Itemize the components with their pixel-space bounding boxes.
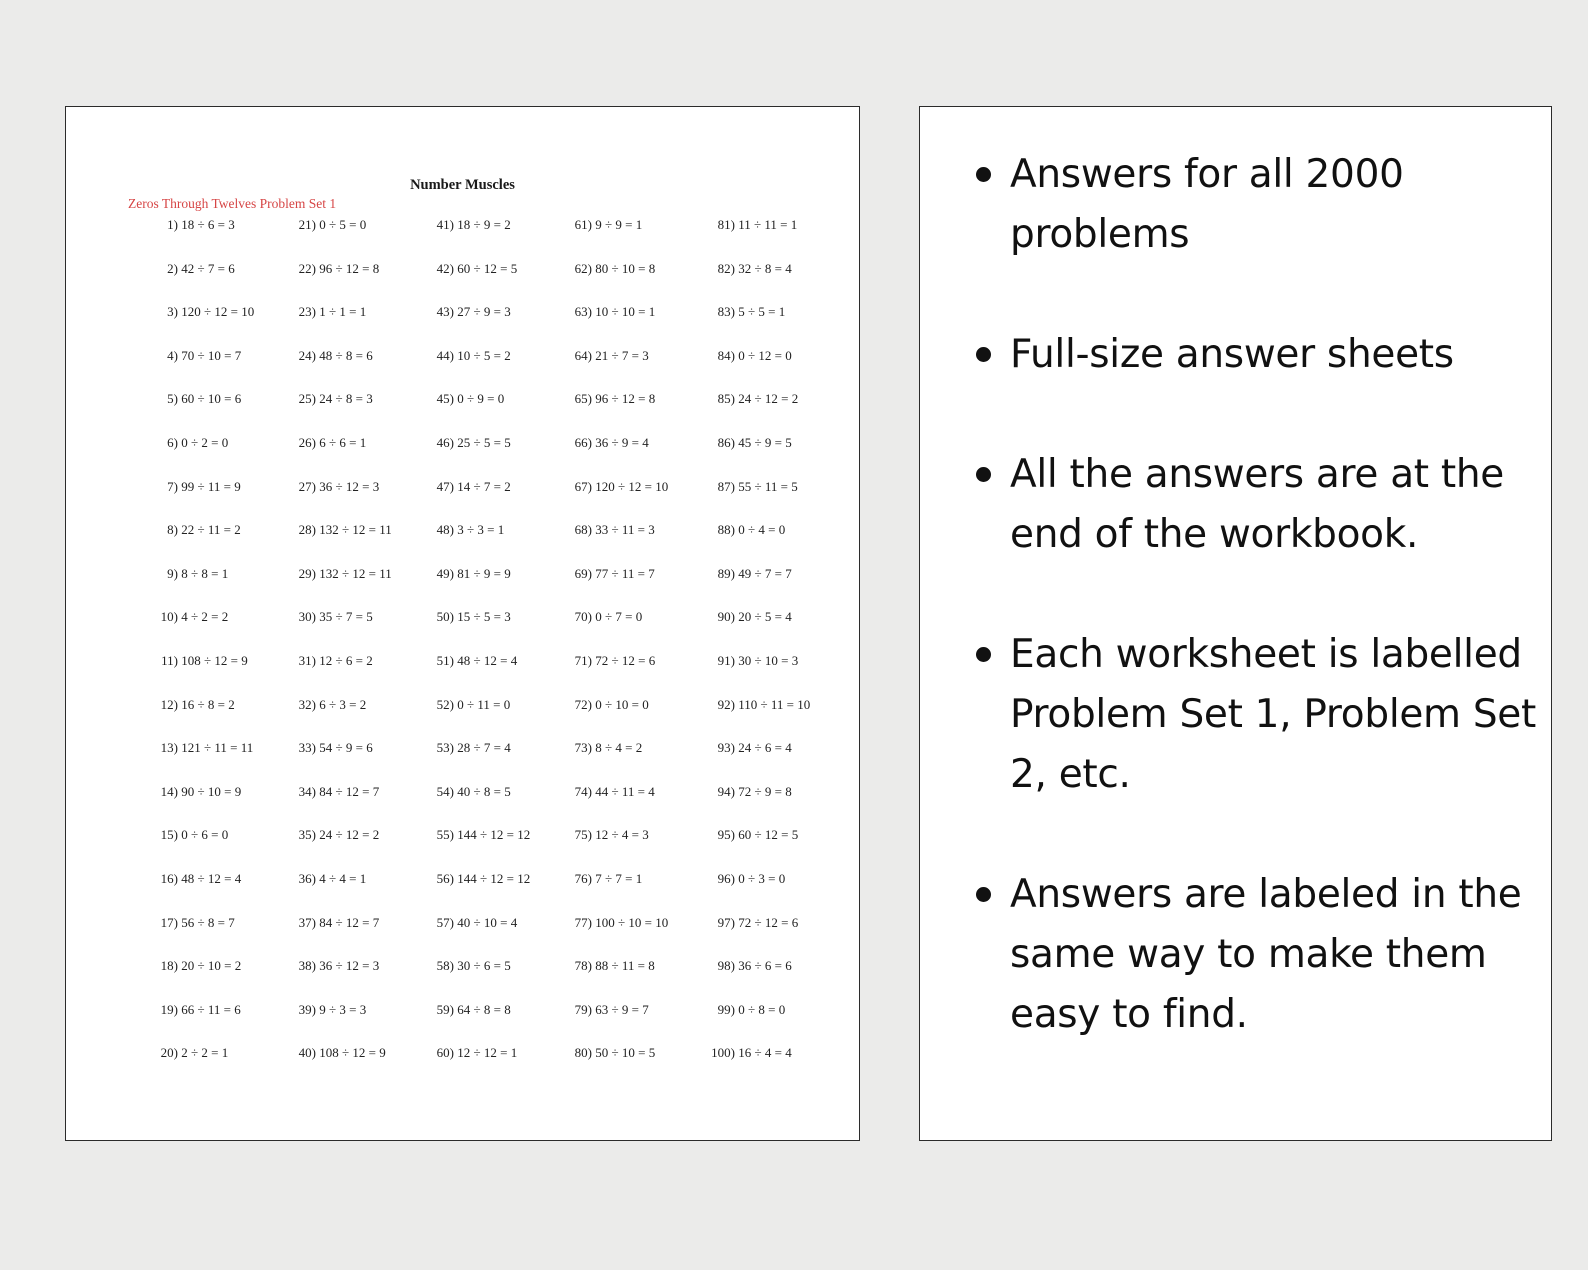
problem-item: 20) 2 ÷ 2 = 1: [160, 1045, 229, 1061]
problem-item: 55) 144 ÷ 12 = 12: [436, 827, 531, 843]
problem-item: 47) 14 ÷ 7 = 2: [436, 478, 511, 494]
problem-item: 70) 0 ÷ 7 = 0: [574, 609, 643, 625]
problem-grid: [66, 217, 859, 1067]
problem-item: 8) 22 ÷ 11 = 2: [167, 522, 241, 538]
problem-item: 71) 72 ÷ 12 = 6: [574, 653, 656, 668]
problem-item: 80) 50 ÷ 10 = 5: [574, 1045, 656, 1061]
problem-item: 97) 72 ÷ 12 = 6: [717, 914, 799, 930]
bullet-icon: [976, 467, 991, 482]
problem-item: 32) 6 ÷ 3 = 2: [298, 696, 367, 712]
problem-item: 67) 120 ÷ 12 = 10: [574, 478, 669, 494]
problem-item: 91) 30 ÷ 10 = 3: [717, 653, 799, 668]
problem-item: 11) 108 ÷ 12 = 9: [161, 653, 248, 668]
problem-item: 52) 0 ÷ 11 = 0: [436, 696, 511, 712]
problem-item: 69) 77 ÷ 11 = 7: [574, 565, 655, 581]
problem-item: 22) 96 ÷ 12 = 8: [298, 260, 380, 276]
problem-item: 4) 70 ÷ 10 = 7: [167, 347, 242, 363]
worksheet-subtitle: Zeros Through Twelves Problem Set 1: [128, 196, 337, 211]
problem-item: 99) 0 ÷ 8 = 0: [717, 1001, 786, 1017]
problem-item: 86) 45 ÷ 9 = 5: [717, 435, 792, 450]
problem-item: 82) 32 ÷ 8 = 4: [717, 260, 792, 276]
problem-item: 92) 110 ÷ 11 = 10: [717, 696, 811, 712]
problem-item: 65) 96 ÷ 12 = 8: [574, 391, 656, 407]
problem-item: 49) 81 ÷ 9 = 9: [436, 565, 511, 581]
problem-item: 87) 55 ÷ 11 = 5: [717, 478, 798, 494]
problem-item: 15) 0 ÷ 6 = 0: [160, 827, 229, 843]
problem-item: 7) 99 ÷ 11 = 9: [167, 478, 241, 494]
problem-item: 1) 18 ÷ 6 = 3: [167, 217, 235, 232]
problem-item: 76) 7 ÷ 7 = 1: [574, 871, 643, 886]
bullet-icon: [976, 167, 991, 182]
feature-text: Each worksheet is labelled Problem Set 1, Problem Set 2, etc.: [1010, 632, 1536, 797]
problem-item: 83) 5 ÷ 5 = 1: [717, 304, 786, 320]
problem-item: 33) 54 ÷ 9 = 6: [298, 740, 373, 756]
problem-item: 64) 21 ÷ 7 = 3: [574, 347, 649, 363]
problem-item: 17) 56 ÷ 8 = 7: [160, 914, 235, 930]
problem-item: 66) 36 ÷ 9 = 4: [574, 435, 649, 450]
bullet-icon: [976, 887, 991, 902]
bullet-icon: [976, 647, 991, 662]
problem-item: 25) 24 ÷ 8 = 3: [298, 391, 373, 407]
feature-item: [972, 325, 1541, 385]
problem-item: 13) 121 ÷ 11 = 11: [160, 740, 254, 756]
problem-item: 28) 132 ÷ 12 = 11: [298, 522, 392, 538]
feature-text: All the answers are at the end of the workbook.: [1010, 452, 1504, 557]
feature-item: [972, 145, 1541, 265]
problem-item: 16) 48 ÷ 12 = 4: [160, 871, 242, 886]
problem-item: 42) 60 ÷ 12 = 5: [436, 260, 518, 276]
feature-text: Answers for all 2000 problems: [1010, 152, 1404, 257]
problem-item: 31) 12 ÷ 6 = 2: [298, 653, 373, 668]
problem-item: 36) 4 ÷ 4 = 1: [298, 871, 367, 886]
problem-item: 77) 100 ÷ 10 = 10: [574, 914, 669, 930]
problem-item: 21) 0 ÷ 5 = 0: [298, 217, 367, 232]
worksheet-title: Number Muscles: [410, 177, 515, 193]
feature-list: [972, 145, 1541, 1045]
problem-item: 40) 108 ÷ 12 = 9: [298, 1045, 386, 1061]
problem-item: 68) 33 ÷ 11 = 3: [574, 522, 655, 538]
problem-item: 19) 66 ÷ 11 = 6: [160, 1001, 241, 1017]
problem-item: 89) 49 ÷ 7 = 7: [717, 565, 792, 581]
problem-item: 39) 9 ÷ 3 = 3: [298, 1001, 367, 1017]
problem-item: 18) 20 ÷ 10 = 2: [160, 958, 242, 974]
problem-item: 23) 1 ÷ 1 = 1: [298, 304, 367, 320]
problem-item: 29) 132 ÷ 12 = 11: [298, 565, 392, 581]
problem-item: 88) 0 ÷ 4 = 0: [717, 522, 786, 538]
problem-item: 100) 16 ÷ 4 = 4: [711, 1045, 792, 1061]
problem-item: 62) 80 ÷ 10 = 8: [574, 260, 656, 276]
feature-text: Full-size answer sheets: [1010, 332, 1454, 377]
problem-item: 84) 0 ÷ 12 = 0: [717, 347, 792, 363]
feature-text: Answers are labeled in the same way to make them easy to find.: [1010, 872, 1522, 1037]
problem-item: 50) 15 ÷ 5 = 3: [436, 609, 511, 625]
problem-item: 2) 42 ÷ 7 = 6: [167, 260, 235, 276]
problem-item: 59) 64 ÷ 8 = 8: [436, 1001, 511, 1017]
problem-item: 94) 72 ÷ 9 = 8: [717, 783, 792, 799]
problem-item: 98) 36 ÷ 6 = 6: [717, 958, 792, 974]
problem-item: 61) 9 ÷ 9 = 1: [574, 217, 643, 232]
feature-item: [972, 865, 1541, 1045]
problem-item: 37) 84 ÷ 12 = 7: [298, 914, 380, 930]
problem-item: 5) 60 ÷ 10 = 6: [167, 391, 242, 407]
problem-item: 12) 16 ÷ 8 = 2: [160, 696, 235, 712]
problem-item: 6) 0 ÷ 2 = 0: [167, 435, 229, 450]
problem-item: 57) 40 ÷ 10 = 4: [436, 914, 518, 930]
worksheet-preview: [65, 106, 860, 1141]
feature-item: [972, 445, 1541, 565]
problem-item: 46) 25 ÷ 5 = 5: [436, 435, 511, 450]
problem-item: 9) 8 ÷ 8 = 1: [167, 565, 229, 581]
problem-item: 63) 10 ÷ 10 = 1: [574, 304, 656, 320]
problem-item: 81) 11 ÷ 11 = 1: [717, 217, 798, 232]
features-panel: [919, 106, 1552, 1141]
problem-item: 56) 144 ÷ 12 = 12: [436, 871, 531, 886]
problem-item: 60) 12 ÷ 12 = 1: [436, 1045, 518, 1061]
problem-item: 93) 24 ÷ 6 = 4: [717, 740, 792, 756]
problem-item: 41) 18 ÷ 9 = 2: [436, 217, 511, 232]
problem-item: 26) 6 ÷ 6 = 1: [298, 435, 367, 450]
problem-item: 30) 35 ÷ 7 = 5: [298, 609, 373, 625]
problem-item: 14) 90 ÷ 10 = 9: [160, 783, 242, 799]
problem-item: 78) 88 ÷ 11 = 8: [574, 958, 655, 974]
problem-item: 43) 27 ÷ 9 = 3: [436, 304, 511, 320]
problem-item: 45) 0 ÷ 9 = 0: [436, 391, 505, 407]
problem-item: 73) 8 ÷ 4 = 2: [574, 740, 643, 756]
problem-item: 10) 4 ÷ 2 = 2: [160, 609, 229, 625]
problem-item: 38) 36 ÷ 12 = 3: [298, 958, 380, 974]
problem-item: 72) 0 ÷ 10 = 0: [574, 696, 649, 712]
problem-item: 54) 40 ÷ 8 = 5: [436, 783, 511, 799]
problem-item: 96) 0 ÷ 3 = 0: [717, 871, 786, 886]
problem-item: 85) 24 ÷ 12 = 2: [717, 391, 799, 407]
problem-item: 51) 48 ÷ 12 = 4: [436, 653, 518, 668]
problem-item: 3) 120 ÷ 12 = 10: [167, 304, 255, 320]
problem-item: 48) 3 ÷ 3 = 1: [436, 522, 505, 538]
problem-item: 58) 30 ÷ 6 = 5: [436, 958, 511, 974]
problem-item: 27) 36 ÷ 12 = 3: [298, 478, 380, 494]
problem-item: 75) 12 ÷ 4 = 3: [574, 827, 649, 843]
problem-item: 79) 63 ÷ 9 = 7: [574, 1001, 649, 1017]
problem-item: 24) 48 ÷ 8 = 6: [298, 347, 373, 363]
problem-item: 34) 84 ÷ 12 = 7: [298, 783, 380, 799]
problem-item: 35) 24 ÷ 12 = 2: [298, 827, 380, 843]
bullet-icon: [976, 347, 991, 362]
problem-item: 95) 60 ÷ 12 = 5: [717, 827, 799, 843]
problem-item: 74) 44 ÷ 11 = 4: [574, 783, 655, 799]
problem-item: 90) 20 ÷ 5 = 4: [717, 609, 792, 625]
problem-item: 53) 28 ÷ 7 = 4: [436, 740, 511, 756]
feature-item: [972, 625, 1541, 805]
problem-item: 44) 10 ÷ 5 = 2: [436, 347, 511, 363]
